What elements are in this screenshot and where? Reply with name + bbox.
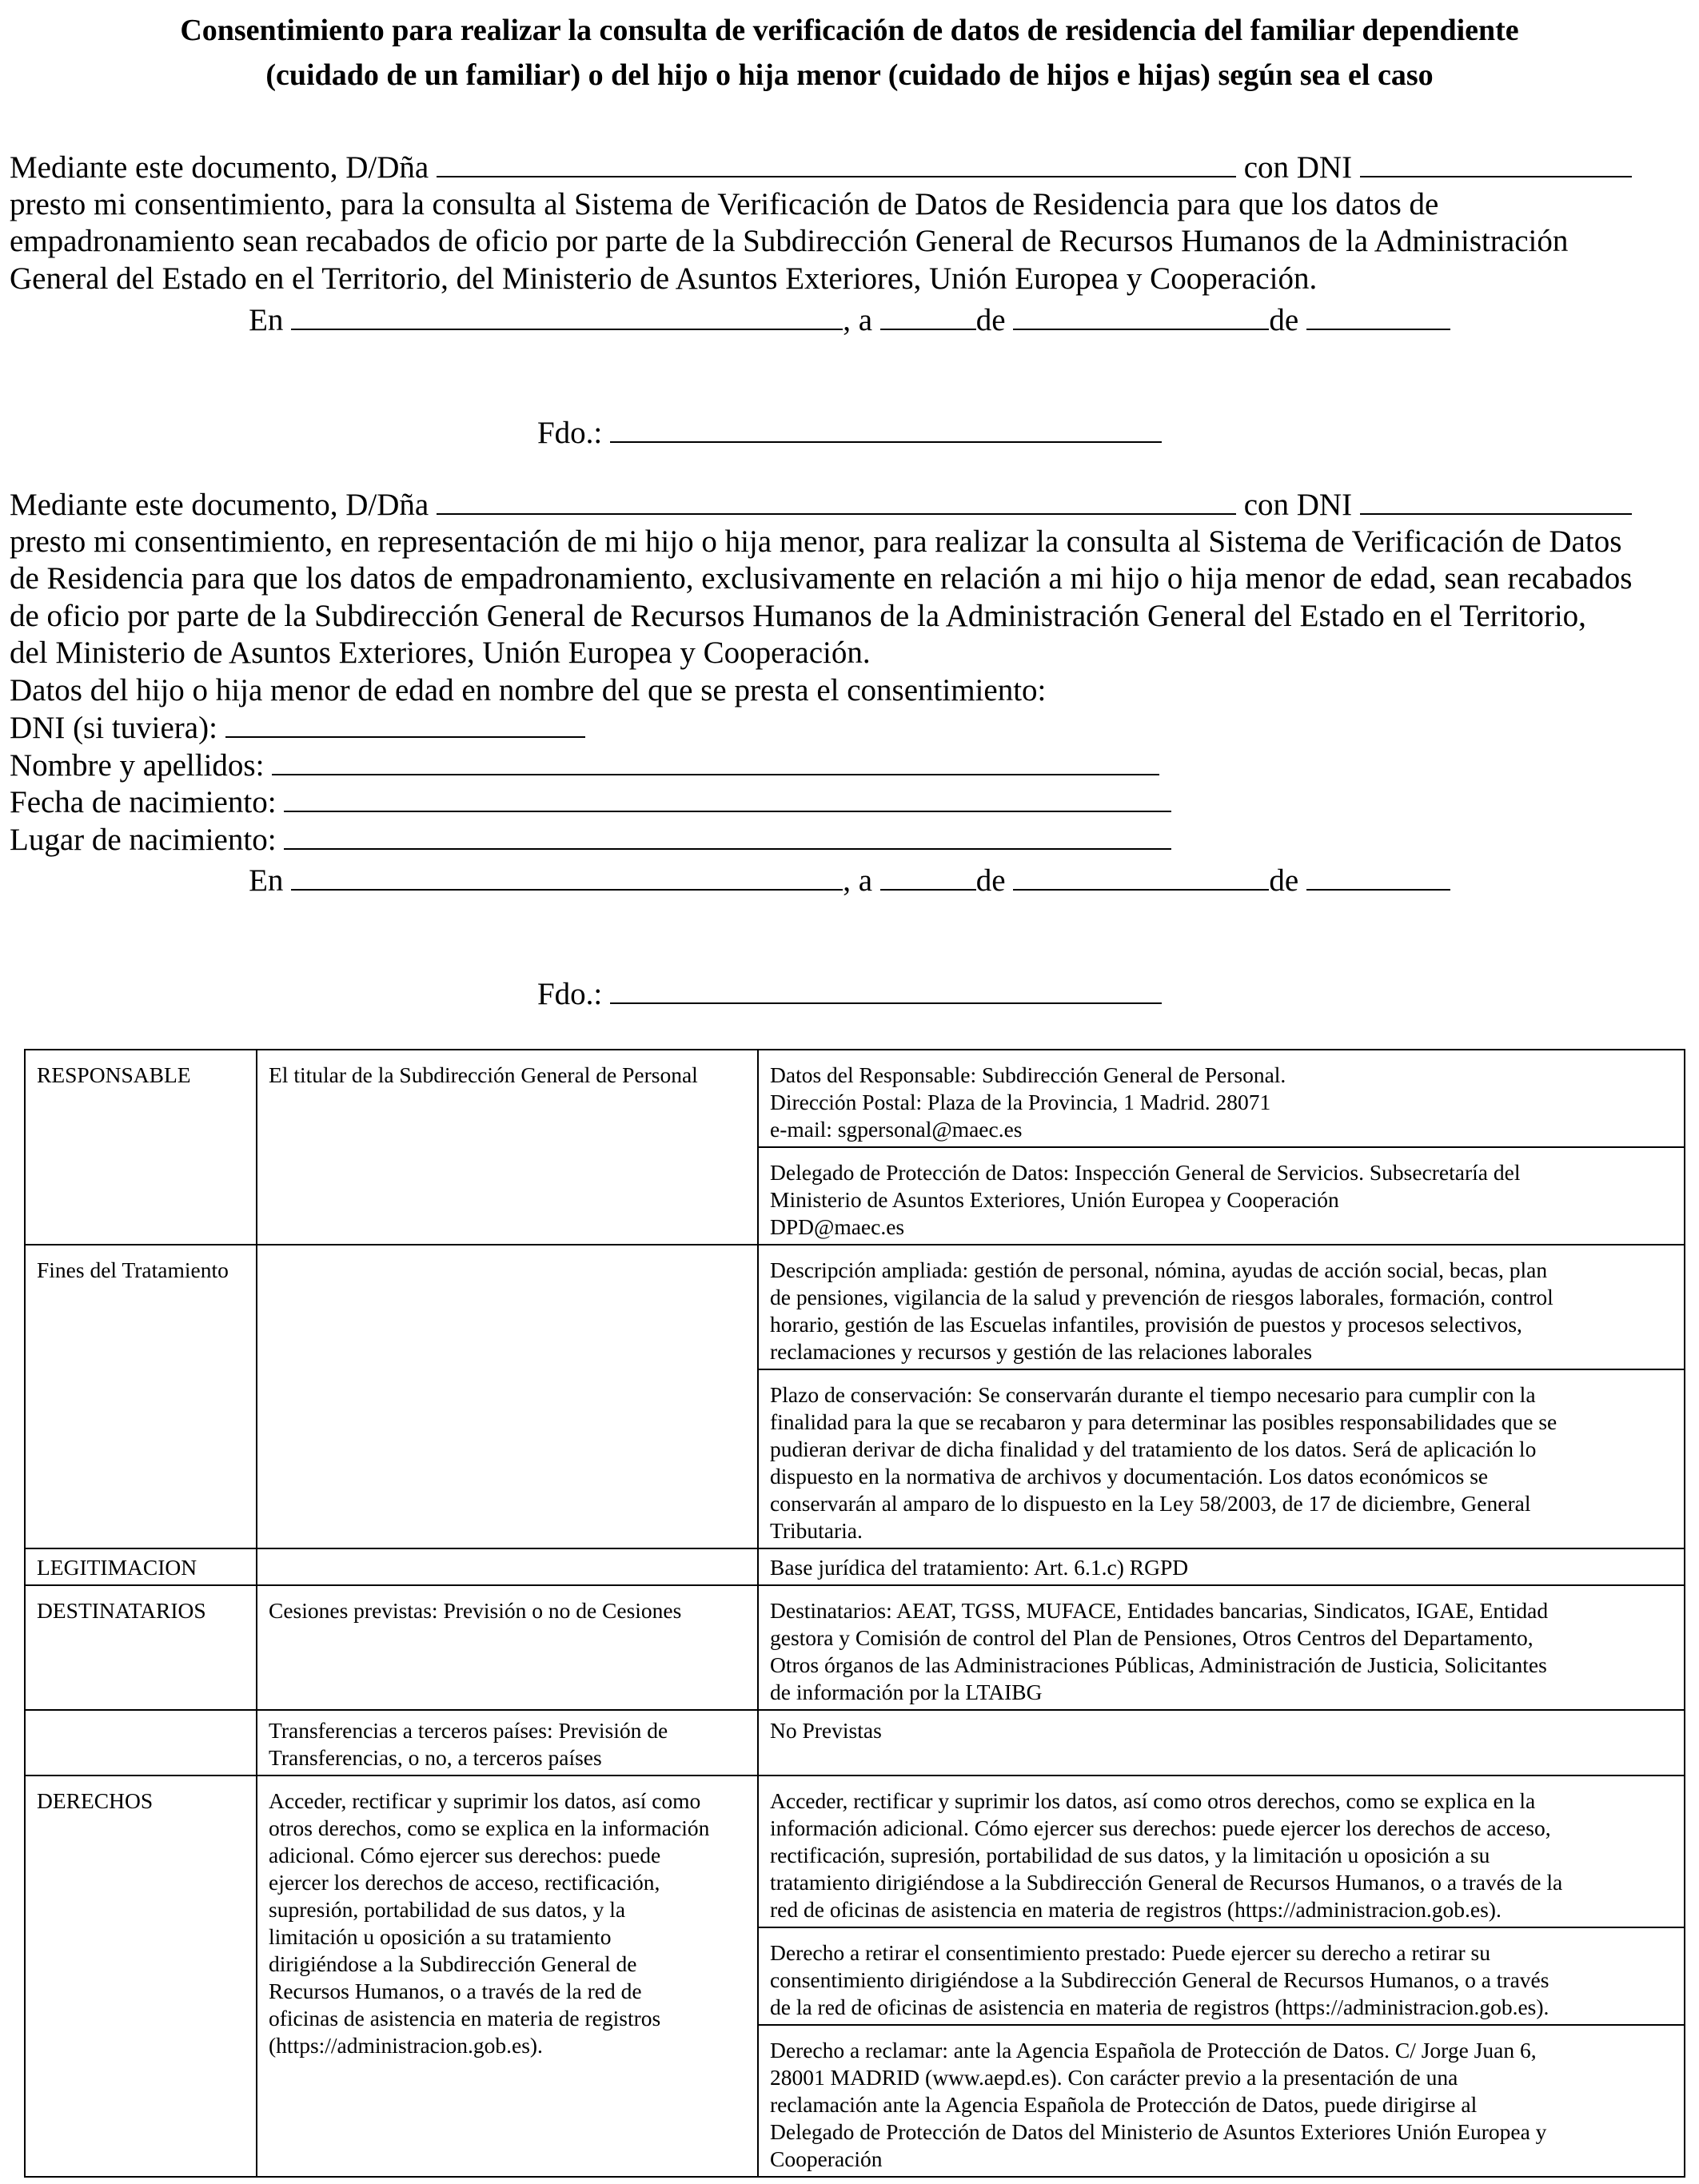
text-line: dispuesto en la normativa de archivos y documentación. Los datos económicos se <box>770 1464 1489 1489</box>
fines-detail-2 <box>758 1369 1685 1548</box>
day-blank-field[interactable] <box>880 301 976 330</box>
text-line: Datos del Responsable: Subdirección General de Personal. <box>770 1062 1286 1087</box>
text-line: e-mail: sgpersonal@maec.es <box>770 1117 1023 1142</box>
text-line: Ministerio de Asuntos Exteriores, Unión Europea y Cooperación <box>770 1187 1339 1212</box>
text-line: Transferencias, o no, a terceros países <box>269 1745 602 1770</box>
text-line: conservarán al amparo de lo dispuesto en la Ley 58/2003, de 17 de diciembre, General <box>770 1491 1531 1516</box>
consent-section-1 <box>10 149 1681 297</box>
child-birth-place-line <box>10 821 1681 859</box>
text-line: gestora y Comisión de control del Plan de Pensiones, Otros Centros del Departamento, <box>770 1625 1533 1650</box>
text-line: Plazo de conservación: Se conservarán durante el tiempo necesario para cumplir con la <box>770 1382 1536 1407</box>
text-line: Delegado de Protección de Datos del Ministerio de Asuntos Exteriores Unión Europea y <box>770 2119 1547 2144</box>
text-line: rectificación, supresión, portabilidad de sus datos, y la limitación u oposición a su <box>770 1843 1490 1867</box>
body-line: empadronamiento sean recabados de oficio por parte de la Subdirección General de Recursos Humanos de la Administración <box>10 224 1569 258</box>
table-row <box>25 1585 1685 1710</box>
text-line: otros derechos, como se explica en la información <box>269 1815 710 1840</box>
consent-section-2 <box>10 486 1681 858</box>
name-dni-line <box>10 486 1681 524</box>
text-line: de la red de oficinas de asistencia en materia de registros (https://administracion.gob.es). <box>770 1995 1549 2019</box>
place-blank-field[interactable] <box>291 862 843 891</box>
year-blank-field[interactable] <box>1306 862 1450 891</box>
child-name-label: Nombre y apellidos: <box>10 747 265 783</box>
text-line: Destinatarios: AEAT, TGSS, MUFACE, Entidades bancarias, Sindicatos, IGAE, Entidad <box>770 1598 1549 1623</box>
responsable-detail-1 <box>758 1050 1685 1147</box>
child-dni-label: DNI (si tuviera): <box>10 711 217 745</box>
body-line: presto mi consentimiento, en representación de mi hijo o hija menor, para realizar la consulta al Sistema de Verificación de Datos <box>10 524 1622 559</box>
text-line: consentimiento dirigiéndose a la Subdirección General de Recursos Humanos, o a través <box>770 1967 1549 1992</box>
fines-basic <box>257 1245 758 1548</box>
text-line: de información por la LTAIBG <box>770 1680 1043 1704</box>
place-prefix: En <box>249 863 284 898</box>
text-line: Otros órganos de las Administraciones Públicas, Administración de Justicia, Solicitantes <box>770 1652 1547 1677</box>
child-dni-blank-field[interactable] <box>225 709 585 738</box>
signature-blank-field[interactable] <box>610 975 1162 1004</box>
child-data-heading: Datos del hijo o hija menor de edad en nombre del que se presta el consentimiento: <box>10 672 1047 707</box>
body-line: General del Estado en el Territorio, del Ministerio de Asuntos Exteriores, Unión Europea y Cooperación. <box>10 261 1318 296</box>
empty-label-cell <box>25 1710 257 1775</box>
text-line: información adicional. Cómo ejercer sus derechos: puede ejercer los derechos de acceso, <box>770 1815 1551 1840</box>
text-line: Recursos Humanos, o a través de la red de <box>269 1979 642 2003</box>
destinatarios-basic-1: Cesiones previstas: Previsión o no de Cesiones <box>257 1585 758 1710</box>
row-label-legitimacion: LEGITIMACION <box>25 1548 257 1585</box>
text-line: de pensiones, vigilancia de la salud y prevención de riesgos laborales, formación, control <box>770 1285 1553 1309</box>
place-a-label: , a <box>843 863 872 898</box>
derechos-detail-2 <box>758 1927 1685 2025</box>
text-line: reclamaciones y recursos y gestión de las relaciones laborales <box>770 1339 1313 1364</box>
name-blank-field[interactable] <box>437 149 1236 177</box>
place-prefix: En <box>249 303 284 337</box>
de-label: de <box>1269 303 1299 337</box>
fines-detail-1 <box>758 1245 1685 1369</box>
de-label: de <box>1269 863 1299 898</box>
text-line: pudieran derivar de dicha finalidad y del tratamiento de los datos. Será de aplicación lo <box>770 1437 1537 1461</box>
name-dni-line <box>10 149 1681 186</box>
month-blank-field[interactable] <box>1013 301 1269 330</box>
text-line: oficinas de asistencia en materia de registros <box>269 2006 661 2031</box>
text-line: adicional. Cómo ejercer sus derechos: puede <box>269 1843 661 1867</box>
text-line: dirigiéndose a la Subdirección General de <box>269 1951 637 1976</box>
text-line: horario, gestión de las Escuelas infantiles, provisión de puestos y procesos selectivos, <box>770 1312 1522 1337</box>
signature-line-1 <box>0 414 1699 452</box>
text-line: Transferencias a terceros países: Previsión de <box>269 1718 668 1743</box>
child-birth-date-blank-field[interactable] <box>284 783 1171 812</box>
destinatarios-detail-1 <box>758 1585 1685 1710</box>
title-line-2: (cuidado de un familiar) o del hijo o hija menor (cuidado de hijos e hijas) según sea el caso <box>265 58 1434 92</box>
month-blank-field[interactable] <box>1013 862 1269 891</box>
text-line: 28001 MADRID (www.aepd.es). Con carácter previo a la presentación de una <box>770 2065 1458 2090</box>
intro-text: Mediante este documento, D/Dña <box>10 150 429 185</box>
destinatarios-detail-2: No Previstas <box>758 1710 1685 1775</box>
body-line: del Ministerio de Asuntos Exteriores, Unión Europea y Cooperación. <box>10 636 871 670</box>
responsable-detail-2 <box>758 1147 1685 1245</box>
body-line: de oficio por parte de la Subdirección General de Recursos Humanos de la Administración General del Estado en el Territorio, <box>10 598 1586 633</box>
child-name-line <box>10 747 1681 784</box>
title-line-1: Consentimiento para realizar la consulta de verificación de datos de residencia del familiar dependiente <box>180 14 1519 47</box>
data-protection-table <box>24 1049 1685 2178</box>
year-blank-field[interactable] <box>1306 301 1450 330</box>
responsable-basic: El titular de la Subdirección General de Personal <box>257 1050 758 1245</box>
text-line: Derecho a reclamar: ante la Agencia Española de Protección de Datos. C/ Jorge Juan 6, <box>770 2038 1537 2062</box>
text-line: supresión, portabilidad de sus datos, y la <box>269 1897 626 1922</box>
dni-label: con DNI <box>1243 488 1353 522</box>
table-row <box>25 1710 1685 1775</box>
text-line: Dirección Postal: Plaza de la Provincia, 1 Madrid. 28071 <box>770 1090 1271 1114</box>
legitimacion-detail: Base jurídica del tratamiento: Art. 6.1.c) RGPD <box>758 1548 1685 1585</box>
dni-blank-field[interactable] <box>1360 149 1632 177</box>
table-row <box>25 1775 1685 1927</box>
body-line: de Residencia para que los datos de empadronamiento, exclusivamente en relación a mi hijo o hija menor de edad, sean recabados <box>10 561 1633 596</box>
derechos-detail-1 <box>758 1775 1685 1927</box>
child-birth-date-label: Fecha de nacimiento: <box>10 785 277 819</box>
text-line: Derecho a retirar el consentimiento prestado: Puede ejercer su derecho a retirar su <box>770 1940 1490 1965</box>
row-label-fines: Fines del Tratamiento <box>25 1245 257 1548</box>
signature-label: Fdo.: <box>536 416 603 450</box>
day-blank-field[interactable] <box>880 862 976 891</box>
dni-blank-field[interactable] <box>1360 486 1632 515</box>
place-date-line-1 <box>0 301 1699 339</box>
text-line: Descripción ampliada: gestión de personal, nómina, ayudas de acción social, becas, plan <box>770 1257 1548 1282</box>
place-date-line-2 <box>0 862 1699 899</box>
text-line: red de oficinas de asistencia en materia de registros (https://administracion.gob.es). <box>770 1897 1502 1922</box>
text-line: Delegado de Protección de Datos: Inspección General de Servicios. Subsecretaría del <box>770 1160 1521 1185</box>
text-line: Acceder, rectificar y suprimir los datos, así como otros derechos, como se explica en la <box>770 1788 1536 1813</box>
row-label-destinatarios: DESTINATARIOS <box>25 1585 257 1710</box>
row-label-derechos: DERECHOS <box>25 1775 257 2177</box>
text-line: (https://administracion.gob.es). <box>269 2033 543 2058</box>
intro-text: Mediante este documento, D/Dña <box>10 488 429 522</box>
place-a-label: , a <box>843 303 872 337</box>
table-row <box>25 1050 1685 1147</box>
child-birth-place-blank-field[interactable] <box>284 821 1171 850</box>
derechos-detail-3 <box>758 2025 1685 2177</box>
signature-label: Fdo.: <box>536 977 603 1011</box>
signature-blank-field[interactable] <box>610 414 1162 443</box>
name-blank-field[interactable] <box>437 486 1236 515</box>
table-row <box>25 1245 1685 1369</box>
text-line: reclamación ante la Agencia Española de Protección de Datos, puede dirigirse al <box>770 2092 1478 2117</box>
legitimacion-basic <box>257 1548 758 1585</box>
signature-line-2 <box>0 975 1699 1013</box>
child-birth-date-line <box>10 783 1681 821</box>
document-title <box>0 8 1699 98</box>
text-line: ejercer los derechos de acceso, rectificación, <box>269 1870 660 1895</box>
destinatarios-basic-2 <box>257 1710 758 1775</box>
text-line: Acceder, rectificar y suprimir los datos, así como <box>269 1788 701 1813</box>
text-line: limitación u oposición a su tratamiento <box>269 1924 612 1949</box>
de-label: de <box>975 863 1006 898</box>
place-blank-field[interactable] <box>291 301 843 330</box>
text-line: tratamiento dirigiéndose a la Subdirección General de Recursos Humanos, o a través de la <box>770 1870 1563 1895</box>
text-line: DPD@maec.es <box>770 1214 905 1239</box>
de-label: de <box>975 303 1006 337</box>
text-line: Tributaria. <box>770 1518 863 1543</box>
derechos-basic <box>257 1775 758 2177</box>
row-label-responsable: RESPONSABLE <box>25 1050 257 1245</box>
text-line: Cooperación <box>770 2146 883 2171</box>
child-name-blank-field[interactable] <box>272 747 1159 775</box>
child-dni-line <box>10 709 1681 747</box>
text-line: finalidad para la que se recabaron y para determinar las posibles responsabilidades que se <box>770 1409 1557 1434</box>
child-birth-place-label: Lugar de nacimiento: <box>10 822 277 857</box>
dni-label: con DNI <box>1243 150 1353 185</box>
body-line: presto mi consentimiento, para la consulta al Sistema de Verificación de Datos de Residencia para que los datos de <box>10 186 1439 221</box>
table-row <box>25 1548 1685 1585</box>
